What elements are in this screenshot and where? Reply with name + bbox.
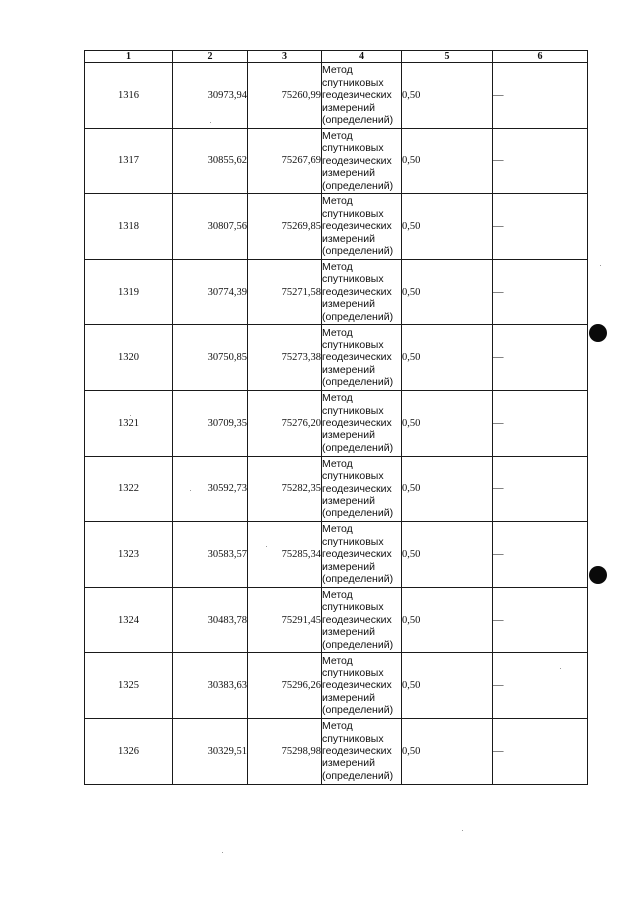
method-line: спутниковых [322, 732, 384, 745]
x-coordinate-cell: 30807,56 [173, 194, 248, 260]
method-cell [322, 653, 402, 719]
method-line: (определений) [322, 310, 394, 323]
note-cell: — [493, 456, 588, 522]
header-col-3: 3 [248, 51, 322, 63]
method-cell [322, 456, 402, 522]
method-line: спутниковых [322, 76, 384, 89]
table-row [85, 128, 588, 194]
method-cell [322, 390, 402, 456]
method-cell [322, 259, 402, 325]
x-coordinate-cell: 30383,63 [173, 653, 248, 719]
method-line: (определений) [322, 179, 394, 192]
method-line: геодезических [322, 154, 392, 167]
method-line: геодезических [322, 351, 392, 364]
scan-speck [190, 490, 191, 491]
table-row [85, 456, 588, 522]
accuracy-cell: 0,50 [402, 522, 493, 588]
x-coordinate-cell: 30483,78 [173, 587, 248, 653]
y-coordinate-cell: 75298,98 [248, 718, 322, 784]
method-line: Метод [322, 195, 353, 208]
method-cell [322, 325, 402, 391]
coordinates-table-wrapper [84, 50, 588, 785]
x-coordinate-cell: 30329,51 [173, 718, 248, 784]
method-line: измерений [322, 363, 375, 376]
method-line: измерений [322, 626, 375, 639]
header-col-6: 6 [493, 51, 588, 63]
point-number-cell: 1321 [85, 390, 173, 456]
method-line: (определений) [322, 638, 394, 651]
method-line: (определений) [322, 507, 394, 520]
accuracy-cell: 0,50 [402, 718, 493, 784]
table-body [85, 63, 588, 785]
accuracy-cell: 0,50 [402, 587, 493, 653]
accuracy-cell: 0,50 [402, 194, 493, 260]
method-line: (определений) [322, 113, 394, 126]
header-col-4: 4 [322, 51, 402, 63]
method-line: (определений) [322, 769, 394, 782]
y-coordinate-cell: 75291,45 [248, 587, 322, 653]
method-line: Метод [322, 654, 353, 667]
method-line: измерений [322, 429, 375, 442]
accuracy-cell: 0,50 [402, 325, 493, 391]
method-line: (определений) [322, 245, 394, 258]
method-line: геодезических [322, 417, 392, 430]
accuracy-cell: 0,50 [402, 63, 493, 129]
table-row [85, 390, 588, 456]
y-coordinate-cell: 75273,38 [248, 325, 322, 391]
table-row [85, 653, 588, 719]
method-cell [322, 128, 402, 194]
table-row [85, 718, 588, 784]
method-line: спутниковых [322, 404, 384, 417]
method-line: Метод [322, 64, 353, 77]
point-number-cell: 1320 [85, 325, 173, 391]
method-line: геодезических [322, 613, 392, 626]
point-number-cell: 1317 [85, 128, 173, 194]
table-row [85, 259, 588, 325]
method-cell [322, 194, 402, 260]
method-cell [322, 587, 402, 653]
method-line: измерений [322, 232, 375, 245]
scan-speck [266, 546, 267, 547]
header-col-1: 1 [85, 51, 173, 63]
method-line: спутниковых [322, 601, 384, 614]
x-coordinate-cell: 30583,57 [173, 522, 248, 588]
method-line: (определений) [322, 573, 394, 586]
method-cell [322, 522, 402, 588]
method-line: Метод [322, 457, 353, 470]
note-cell: — [493, 718, 588, 784]
method-line: Метод [322, 129, 353, 142]
method-line: спутниковых [322, 273, 384, 286]
scan-speck [600, 265, 601, 266]
note-cell: — [493, 522, 588, 588]
y-coordinate-cell: 75269,85 [248, 194, 322, 260]
x-coordinate-cell: 30592,73 [173, 456, 248, 522]
scan-speck [222, 852, 223, 853]
x-coordinate-cell: 30709,35 [173, 390, 248, 456]
method-line: спутниковых [322, 142, 384, 155]
method-line: геодезических [322, 220, 392, 233]
point-number-cell: 1316 [85, 63, 173, 129]
point-number-cell: 1325 [85, 653, 173, 719]
method-line: Метод [322, 392, 353, 405]
note-cell: — [493, 259, 588, 325]
punch-hole-lower [589, 566, 607, 584]
note-cell: — [493, 63, 588, 129]
note-cell: — [493, 390, 588, 456]
header-col-5: 5 [402, 51, 493, 63]
method-line: геодезических [322, 548, 392, 561]
y-coordinate-cell: 75282,35 [248, 456, 322, 522]
x-coordinate-cell: 30855,62 [173, 128, 248, 194]
point-number-cell: 1322 [85, 456, 173, 522]
method-line: измерений [322, 757, 375, 770]
method-line: (определений) [322, 704, 394, 717]
method-line: (определений) [322, 441, 394, 454]
point-number-cell: 1319 [85, 259, 173, 325]
header-col-2: 2 [173, 51, 248, 63]
method-line: Метод [322, 720, 353, 733]
method-line: спутниковых [322, 207, 384, 220]
method-line: измерений [322, 560, 375, 573]
point-number-cell: 1324 [85, 587, 173, 653]
x-coordinate-cell: 30973,94 [173, 63, 248, 129]
table-row [85, 63, 588, 129]
method-line: геодезических [322, 745, 392, 758]
method-line: геодезических [322, 679, 392, 692]
method-line: Метод [322, 326, 353, 339]
accuracy-cell: 0,50 [402, 128, 493, 194]
note-cell: — [493, 587, 588, 653]
table-row [85, 587, 588, 653]
note-cell: — [493, 653, 588, 719]
scan-speck [130, 415, 131, 416]
method-line: Метод [322, 523, 353, 536]
table-row [85, 194, 588, 260]
table-row [85, 522, 588, 588]
accuracy-cell: 0,50 [402, 259, 493, 325]
y-coordinate-cell: 75271,58 [248, 259, 322, 325]
method-cell [322, 718, 402, 784]
method-line: спутниковых [322, 470, 384, 483]
note-cell: — [493, 194, 588, 260]
x-coordinate-cell: 30774,39 [173, 259, 248, 325]
method-line: геодезических [322, 482, 392, 495]
method-line: спутниковых [322, 339, 384, 352]
note-cell: — [493, 325, 588, 391]
method-line: Метод [322, 261, 353, 274]
y-coordinate-cell: 75285,34 [248, 522, 322, 588]
accuracy-cell: 0,50 [402, 456, 493, 522]
accuracy-cell: 0,50 [402, 390, 493, 456]
y-coordinate-cell: 75260,99 [248, 63, 322, 129]
method-line: геодезических [322, 285, 392, 298]
table-row [85, 325, 588, 391]
method-line: измерений [322, 298, 375, 311]
y-coordinate-cell: 75276,20 [248, 390, 322, 456]
note-cell: — [493, 128, 588, 194]
accuracy-cell: 0,50 [402, 653, 493, 719]
y-coordinate-cell: 75267,69 [248, 128, 322, 194]
point-number-cell: 1323 [85, 522, 173, 588]
coordinates-table [84, 50, 588, 785]
point-number-cell: 1318 [85, 194, 173, 260]
punch-hole-upper [589, 324, 607, 342]
scan-speck [210, 122, 211, 123]
x-coordinate-cell: 30750,85 [173, 325, 248, 391]
scan-speck [560, 668, 561, 669]
method-line: спутниковых [322, 535, 384, 548]
method-line: спутниковых [322, 667, 384, 680]
method-line: геодезических [322, 89, 392, 102]
header-row [85, 51, 588, 63]
method-line: измерений [322, 691, 375, 704]
point-number-cell: 1326 [85, 718, 173, 784]
method-line: измерений [322, 167, 375, 180]
method-line: измерений [322, 101, 375, 114]
y-coordinate-cell: 75296,26 [248, 653, 322, 719]
scan-speck [462, 830, 463, 831]
method-cell [322, 63, 402, 129]
method-line: (определений) [322, 376, 394, 389]
method-line: Метод [322, 589, 353, 602]
method-line: измерений [322, 495, 375, 508]
